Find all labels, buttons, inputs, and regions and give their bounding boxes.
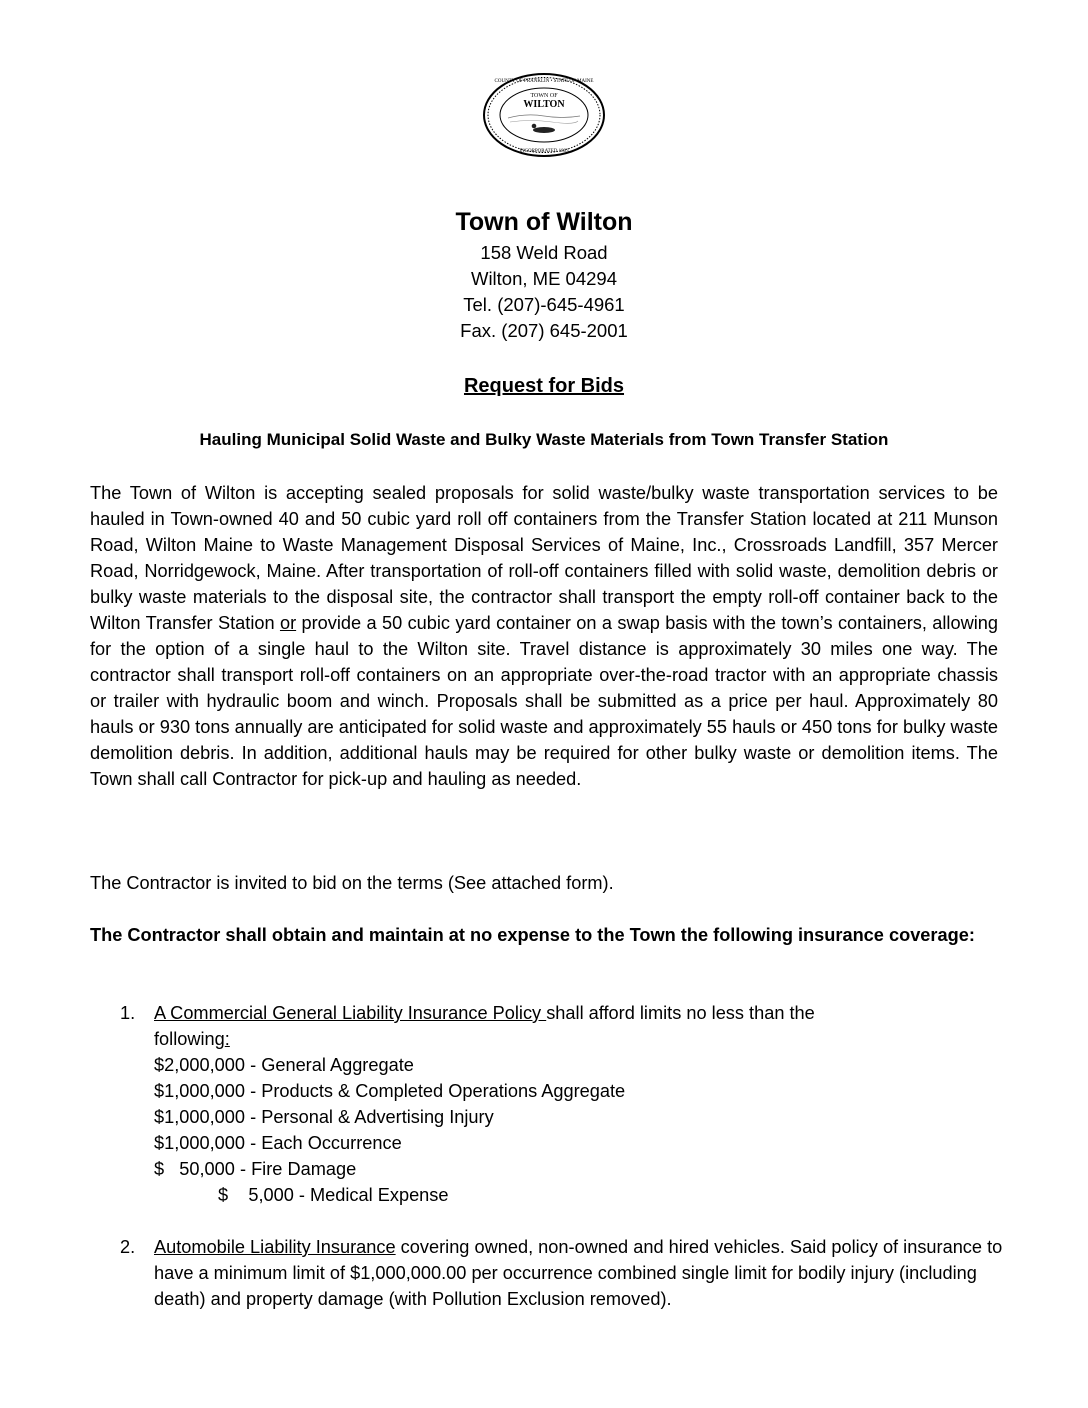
invitation-text: The Contractor is invited to bid on the terms (See attached form). bbox=[90, 873, 614, 893]
limit-medical-expense: $ 5,000 - Medical Expense bbox=[218, 1185, 449, 1205]
limit-products-operations: $1,000,000 - Products & Completed Operations Aggregate bbox=[154, 1081, 626, 1101]
address-street: 158 Weld Road bbox=[480, 242, 608, 263]
svg-text:COUNTY OF FRANKLIN • STATE OF: COUNTY OF FRANKLIN • STATE OF MAINE bbox=[494, 79, 594, 84]
item-text: covering owned, non-owned and hired vehicles. Said policy of insurance to have a minimum limit of $1,000,000.00 per occurrence combined single limit for bodily injury (including death) and property damage (with Pollution Exclusion removed). bbox=[154, 1237, 1003, 1309]
insurance-item-general-liability bbox=[120, 1000, 1005, 1208]
insurance-item-auto-liability bbox=[120, 1234, 1005, 1312]
insurance-list bbox=[120, 1000, 1005, 1338]
letterhead bbox=[0, 204, 1088, 344]
seal-town-of: TOWN OF bbox=[530, 93, 558, 99]
svg-text:WILTON: WILTON bbox=[523, 99, 565, 110]
town-name: Town of Wilton bbox=[455, 208, 633, 236]
item-number: 1. bbox=[120, 1003, 136, 1023]
item-title: A Commercial General Liability Insurance Policy bbox=[154, 1003, 547, 1023]
following-colon: : bbox=[224, 1029, 230, 1049]
telephone: Tel. (207)-645-4961 bbox=[463, 294, 625, 315]
item-text: shall afford limits no less than the bbox=[546, 1003, 815, 1023]
bid-description-paragraph bbox=[90, 480, 998, 792]
limit-general-aggregate: $2,000,000 - General Aggregate bbox=[154, 1055, 414, 1075]
document-title: Request for Bids bbox=[463, 375, 625, 397]
limit-fire-damage: $ 50,000 - Fire Damage bbox=[154, 1159, 357, 1179]
document-subtitle: Hauling Municipal Solid Waste and Bulky Waste Materials from Town Transfer Station bbox=[199, 430, 889, 449]
svg-text:INCORPORATED 1803: INCORPORATED 1803 bbox=[519, 149, 569, 154]
fax: Fax. (207) 645-2001 bbox=[460, 320, 628, 341]
loon-seal-icon bbox=[482, 72, 606, 158]
item-following: following bbox=[154, 1029, 225, 1049]
body-text-part2: provide a 50 cubic yard container on a swap basis with the town’s containers, allowing for the option of a single haul to the Wilton site. Travel distance is approximately 30 miles one way. The contractor shall transport roll-off containers on an appropriate over-the-road tractor with an appropriate chassis or trailer with hydraulic boom and winch. Proposals shall be submitted as a price per haul. Approximately 80 hauls or 930 tons annually are anticipated for solid waste and approximately 55 hauls or 450 tons for bulky waste demolition debris. In addition, additional hauls may be required for other bulky waste or demolition items. The Town shall call Contractor for pick-up and hauling as needed. bbox=[90, 613, 998, 789]
town-seal bbox=[482, 72, 606, 158]
body-text-part1: The Town of Wilton is accepting sealed proposals for solid waste/bulky waste transportation services to be hauled in Town-owned 40 and 50 cubic yard roll off containers from the Transfer Station located at 211 Munson Road, Wilton Maine to Waste Management Disposal Services of Maine, Inc., Crossroads Landfill, 357 Mercer Road, Norridgewock, Maine. After transportation of roll-off containers filled with solid waste, demolition debris or bulky waste materials to the disposal site, the contractor shall transport the empty roll-off container back to the Wilton Transfer Station bbox=[90, 483, 998, 633]
address-city: Wilton, ME 04294 bbox=[470, 268, 617, 289]
limit-personal-advertising: $1,000,000 - Personal & Advertising Injury bbox=[154, 1107, 494, 1127]
underlined-or: or bbox=[279, 613, 297, 633]
insurance-heading: The Contractor shall obtain and maintain at no expense to the Town the following insurance coverage: bbox=[90, 925, 975, 945]
item-number: 2. bbox=[120, 1237, 136, 1257]
item-title: Automobile Liability Insurance bbox=[154, 1237, 396, 1257]
limit-each-occurrence: $1,000,000 - Each Occurrence bbox=[154, 1133, 402, 1153]
